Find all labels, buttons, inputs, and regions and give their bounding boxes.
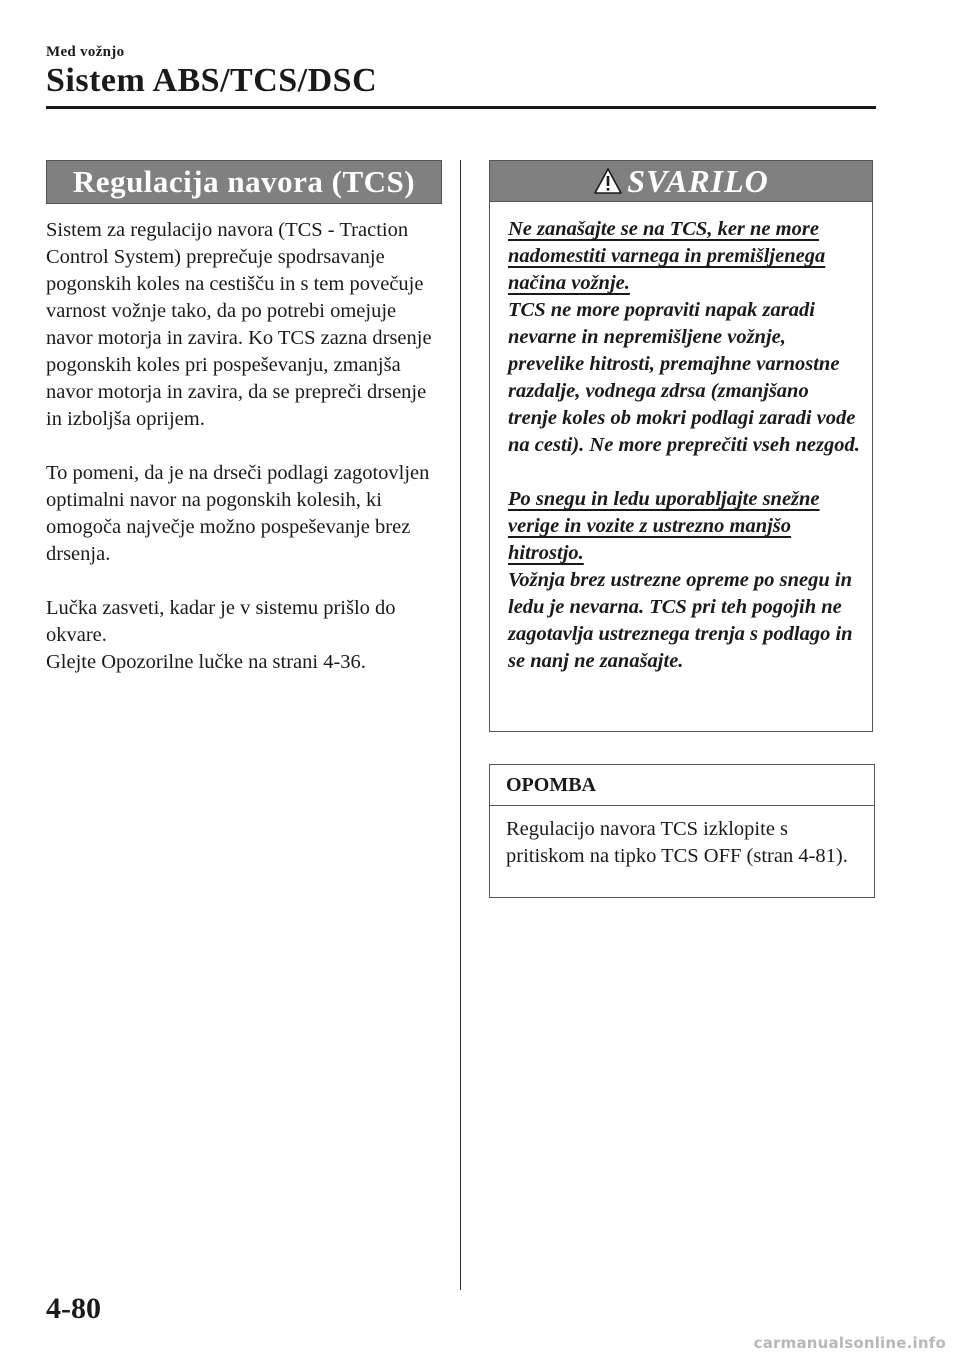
header-rule [46, 106, 876, 109]
paragraph: To pomeni, da je na drseči podlagi zagotovljen optimalni navor na pogonskih kolesih, ki omogoča največje možno pospeševanje brez drsenja. [46, 462, 430, 565]
note-text: Regulacijo navora TCS izklopite s pritiskom na tipko TCS OFF (stran 4-81). [506, 818, 848, 867]
warning-text: Vožnja brez ustrezne opreme po snegu in ledu je nevarna. TCS pri teh pogojih ne zagotavlja ustreznega trenja s podlago in se nanj ne zanašajte. [508, 569, 853, 672]
paragraph: Lučka zasveti, kadar je v sistemu prišlo do okvare. [46, 597, 396, 646]
warning-header [490, 161, 872, 202]
warning-triangle-icon [593, 167, 623, 195]
page-number: 4-80 [46, 1292, 101, 1325]
watermark: carmanualsonline.info [753, 1334, 946, 1352]
warning-body [490, 202, 872, 675]
note-box [489, 764, 875, 898]
note-title: OPOMBA [490, 765, 874, 806]
warning-text: TCS ne more popraviti napak zaradi nevarne in nepremišljene vožnje, prevelike hitrosti, premajhne varnostne razdalje, vodnega zdrsa (zmanjšano trenje koles ob mokri podlagi zaradi vode na cesti). Ne more preprečiti vseh nezgod. [508, 299, 860, 456]
column-divider [460, 160, 461, 1290]
warning-title: SVARILO [627, 162, 769, 199]
body-text [46, 217, 442, 676]
warning-heading: Ne zanašajte se na TCS, ker ne more nadomestiti varnega in premišljenega načina vožnje. [508, 218, 826, 294]
paragraph: Glejte Opozorilne lučke na strani 4-36. [46, 651, 366, 673]
note-body [490, 806, 874, 870]
warning-heading: Po snegu in ledu uporabljajte snežne verige in vozite z ustrezno manjšo hitrostjo. [508, 488, 820, 564]
paragraph: Sistem za regulacijo navora (TCS - Traction Control System) preprečuje spodrsavanje pogonskih koles na cestišču in s tem povečuje varnost vožnje tako, da po potrebi omejuje navor motorja in zavira. Ko TCS zazna drsenje pogonskih koles pri pospeševanju, zmanjša navor motorja in zavira, da se prepreči drsenje in izboljša oprijem. [46, 219, 432, 430]
warning-box [489, 160, 873, 732]
left-column [46, 160, 442, 676]
section-heading: Regulacija navora (TCS) [46, 160, 442, 204]
page-title: Sistem ABS/TCS/DSC [46, 62, 378, 99]
section-label: Med vožnjo [46, 44, 125, 60]
